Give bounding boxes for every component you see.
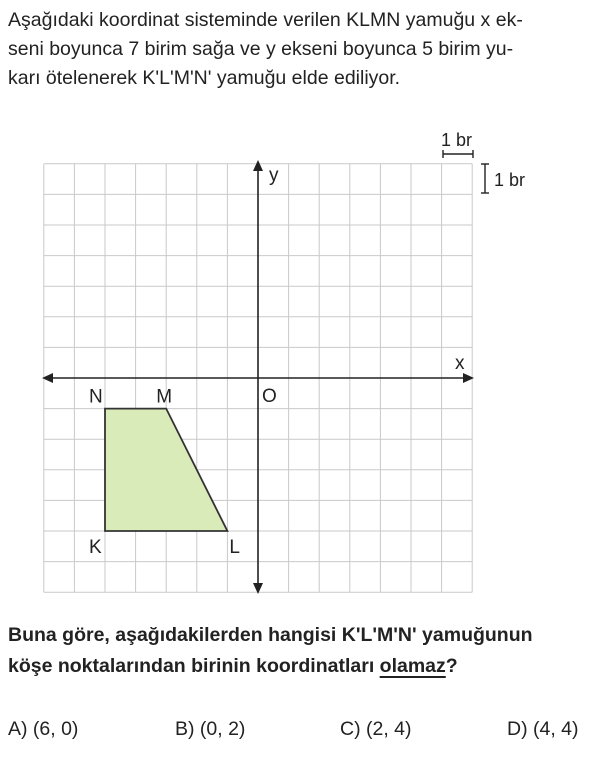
question-emphasis: olamaz [379, 655, 446, 677]
question-text [8, 620, 592, 682]
option-b[interactable]: B) (0, 2) [175, 718, 246, 740]
scale-x-label: 1 br [441, 130, 473, 150]
question-line-2 [8, 651, 592, 682]
vertex-label-l: L [229, 537, 240, 558]
question-mark: ? [445, 655, 458, 677]
scale-y-indicator [481, 164, 525, 193]
scale-y-label: 1 br [494, 170, 526, 190]
option-d[interactable]: D) (4, 4) [507, 718, 579, 740]
x-axis-label: x [455, 353, 465, 374]
intro-line-1: Aşağıdaki koordinat sisteminde verilen KLMN yamuğu x ek- [8, 9, 523, 31]
question-line-1: Buna göre, aşağıdakilerden hangisi K'L'M'N' yamuğunun [8, 624, 533, 646]
answer-options [0, 718, 592, 748]
y-axis-label: y [269, 165, 279, 186]
vertex-label-k: K [89, 537, 102, 558]
vertex-label-m: M [156, 386, 173, 408]
vertex-label-n: N [89, 386, 103, 408]
scale-x-indicator [441, 130, 473, 158]
origin-label: O [262, 386, 277, 407]
intro-line-3: karı ötelenerek K'L'M'N' yamuğu elde ediliyor. [8, 67, 401, 89]
option-c[interactable]: C) (2, 4) [340, 718, 412, 740]
option-a[interactable]: A) (6, 0) [8, 718, 79, 740]
intro-line-2: seni boyunca 7 birim sağa ve y ekseni boyunca 5 birim yu- [8, 38, 514, 60]
question-line-2-text: köşe noktalarından birinin koordinatları [8, 655, 380, 677]
